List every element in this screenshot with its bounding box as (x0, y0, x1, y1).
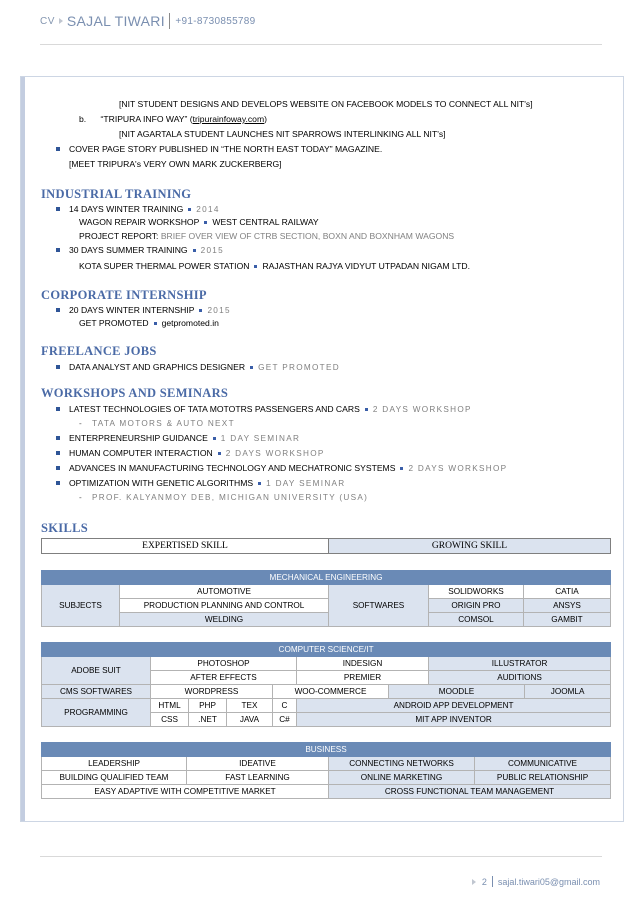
skill-cell: BUILDING QUALIFIED TEAM (42, 771, 187, 785)
skill-cell: AFTER EFFECTS (151, 671, 297, 685)
growing-skill-key: GROWING SKILL (329, 539, 611, 554)
section-heading-corporate: CORPORATE INTERNSHIP (41, 288, 207, 302)
separator-dot (254, 265, 257, 268)
separator-dot (258, 482, 261, 485)
candidate-name: SAJAL TIWARI (66, 13, 165, 29)
company-site: getpromoted.in (161, 318, 219, 328)
paren-close: ) (264, 114, 267, 124)
list-item (69, 404, 472, 415)
list-item (69, 463, 507, 474)
skill-cell: JOOMLA (525, 685, 611, 699)
skill-cell: PUBLIC RELATIONSHIP (475, 771, 611, 785)
report-text: BRIEF OVER VIEW OF CTRB SECTION, BOXN AND BOXNHAM WAGONS (160, 231, 455, 241)
table-title: BUSINESS (42, 743, 611, 757)
list-item-detail (79, 217, 319, 228)
job-title: DATA ANALYST AND GRAPHICS DESIGNER (69, 362, 246, 372)
list-letter: b. (79, 114, 87, 124)
achievement-title: “TRIPURA INFO WAY” ( (100, 114, 193, 124)
mechanical-skills-table (41, 570, 611, 627)
list-item (69, 448, 325, 459)
separator-dot (365, 408, 368, 411)
programming-label: PROGRAMMING (42, 699, 151, 727)
skill-cell: TEX (227, 699, 273, 713)
section-heading-freelance: FREELANCE JOBS (41, 344, 157, 358)
skill-cell: GAMBIT (524, 613, 611, 627)
separator-dot (188, 208, 191, 211)
achievement-note: [NIT STUDENT DESIGNS AND DEVELOPS WEBSITE ON FACEBOOK MODELS TO CONNECT ALL NIT's] (119, 99, 533, 109)
separator-dot (213, 437, 216, 440)
list-item-detail (79, 318, 219, 329)
achievement-item (79, 114, 267, 125)
header-rule (40, 44, 602, 45)
achievement-note: [NIT AGARTALA STUDENT LAUNCHES NIT SPARROWS INTERLINKING ALL NIT's] (119, 129, 446, 139)
skill-cell: PHOTOSHOP (151, 657, 297, 671)
skill-cell: CONNECTING NETWORKS (329, 757, 475, 771)
training-year: 2015 (200, 246, 225, 255)
separator-dot (193, 249, 196, 252)
divider (169, 13, 171, 29)
workshop-type: 1 DAY SEMINAR (266, 479, 346, 488)
skill-cell: IDEATIVE (187, 757, 329, 771)
training-place: KOTA SUPER THERMAL POWER STATION (79, 261, 250, 271)
side-accent-bar (21, 77, 25, 821)
page-footer (472, 876, 600, 887)
footer-rule (40, 856, 602, 857)
section-heading-workshops: WORKSHOPS AND SEMINARS (41, 386, 229, 400)
expertised-skill-key: EXPERTISED SKILL (42, 539, 329, 554)
achievement-item: COVER PAGE STORY PUBLISHED IN “THE NORTH EAST TODAY” MAGAZINE. (69, 144, 383, 154)
skill-legend-table (41, 538, 611, 554)
list-item (69, 478, 346, 489)
job-company: GET PROMOTED (258, 363, 340, 372)
table-title: MECHANICAL ENGINEERING (42, 571, 611, 585)
skill-cell: ANSYS (524, 599, 611, 613)
skill-cell: MIT APP INVENTOR (297, 713, 611, 727)
computer-science-skills-table (41, 642, 611, 727)
skill-cell: EASY ADAPTIVE WITH COMPETITIVE MARKET (42, 785, 329, 799)
triangle-icon (59, 18, 63, 24)
separator-dot (204, 221, 207, 224)
softwares-label: SOFTWARES (329, 585, 429, 627)
internship-title: 20 DAYS WINTER INTERNSHIP (69, 305, 195, 315)
skill-cell: WORDPRESS (151, 685, 273, 699)
workshop-title: HUMAN COMPUTER INTERACTION (69, 448, 213, 458)
achievement-note: [MEET TRIPURA's VERY OWN MARK ZUCKERBERG] (69, 159, 282, 169)
skill-cell: CATIA (524, 585, 611, 599)
skill-cell: ILLUSTRATOR (429, 657, 611, 671)
cms-label: CMS SOFTWARES (42, 685, 151, 699)
list-item-detail: - TATA MOTORS & AUTO NEXT (92, 418, 235, 429)
skill-cell: AUTOMOTIVE (120, 585, 329, 599)
subjects-label: SUBJECTS (42, 585, 120, 627)
skill-cell: AUDITIONS (429, 671, 611, 685)
report-label: PROJECT REPORT: (79, 231, 159, 241)
cv-label: CV (40, 15, 55, 27)
training-title: 14 DAYS WINTER TRAINING (69, 204, 184, 214)
workshop-type: 2 DAYS WORKSHOP (372, 405, 472, 414)
skill-cell: .NET (189, 713, 227, 727)
skill-cell: COMSOL (429, 613, 524, 627)
list-item-detail (79, 231, 454, 242)
skill-cell: CSS (151, 713, 189, 727)
list-item (69, 204, 220, 215)
footer-email: sajal.tiwari05@gmail.com (497, 876, 600, 887)
list-item-detail: - PROF. KALYANMOY DEB, MICHIGAN UNIVERSITY (USA) (92, 492, 368, 503)
list-item (69, 433, 300, 444)
skill-cell: COMMUNICATIVE (475, 757, 611, 771)
skill-cell: LEADERSHIP (42, 757, 187, 771)
skill-cell: HTML (151, 699, 189, 713)
workshop-title: LATEST TECHNOLOGIES OF TATA MOTOTRS PASSENGERS AND CARS (69, 404, 360, 414)
skill-cell: C# (273, 713, 297, 727)
skill-cell: PREMIER (297, 671, 429, 685)
skill-cell: SOLIDWORKS (429, 585, 524, 599)
separator-dot (250, 366, 253, 369)
training-place: WAGON REPAIR WORKSHOP (79, 217, 200, 227)
list-item (69, 362, 340, 373)
list-item-detail (79, 261, 470, 272)
workshop-title: ENTERPRENEURSHIP GUIDANCE (69, 433, 208, 443)
skill-cell: C (273, 699, 297, 713)
skill-cell: ANDROID APP DEVELOPMENT (297, 699, 611, 713)
page-header (40, 10, 256, 32)
training-year: 2014 (196, 205, 220, 214)
workshop-type: 2 DAYS WORKSHOP (225, 449, 325, 458)
skill-cell: INDESIGN (297, 657, 429, 671)
website-link[interactable]: tripurainfoway.com (192, 114, 265, 124)
skill-cell: WOO-COMMERCE (273, 685, 389, 699)
skill-cell: MOODLE (389, 685, 525, 699)
workshop-title: OPTIMIZATION WITH GENETIC ALGORITHMS (69, 478, 254, 488)
separator-dot (154, 322, 157, 325)
skill-cell: ORIGIN PRO (429, 599, 524, 613)
list-item (69, 305, 231, 316)
workshop-title: ADVANCES IN MANUFACTURING TECHNOLOGY AND MECHATRONIC SYSTEMS (69, 463, 396, 473)
skill-cell: PHP (189, 699, 227, 713)
phone-number: +91-8730855789 (175, 15, 256, 27)
page-number: 2 (481, 876, 487, 887)
section-heading-skills: SKILLS (41, 521, 88, 535)
separator-dot (400, 467, 403, 470)
workshop-type: 2 DAYS WORKSHOP (408, 464, 508, 473)
skill-cell: CROSS FUNCTIONAL TEAM MANAGEMENT (329, 785, 611, 799)
skill-cell: WELDING (120, 613, 329, 627)
internship-year: 2015 (207, 306, 231, 315)
skill-cell: ONLINE MARKETING (329, 771, 475, 785)
skill-cell: FAST LEARNING (187, 771, 329, 785)
training-org: RAJASTHAN RAJYA VIDYUT UTPADAN NIGAM LTD. (262, 261, 471, 271)
workshop-type: 1 DAY SEMINAR (220, 434, 301, 443)
separator-dot (218, 452, 221, 455)
skill-cell: PRODUCTION PLANNING AND CONTROL (120, 599, 329, 613)
list-item (69, 245, 224, 256)
training-title: 30 DAYS SUMMER TRAINING (69, 245, 188, 255)
company-name: GET PROMOTED (79, 318, 149, 328)
resume-page (20, 76, 624, 822)
business-skills-table (41, 742, 611, 799)
table-title: COMPUTER SCIENCE/IT (42, 643, 611, 657)
separator-dot (199, 309, 202, 312)
section-heading-industrial: INDUSTRIAL TRAINING (41, 187, 192, 201)
training-org: WEST CENTRAL RAILWAY (212, 217, 319, 227)
divider (492, 876, 493, 887)
skill-cell: JAVA (227, 713, 273, 727)
adobe-label: ADOBE SUIT (42, 657, 151, 685)
triangle-icon (472, 879, 476, 885)
